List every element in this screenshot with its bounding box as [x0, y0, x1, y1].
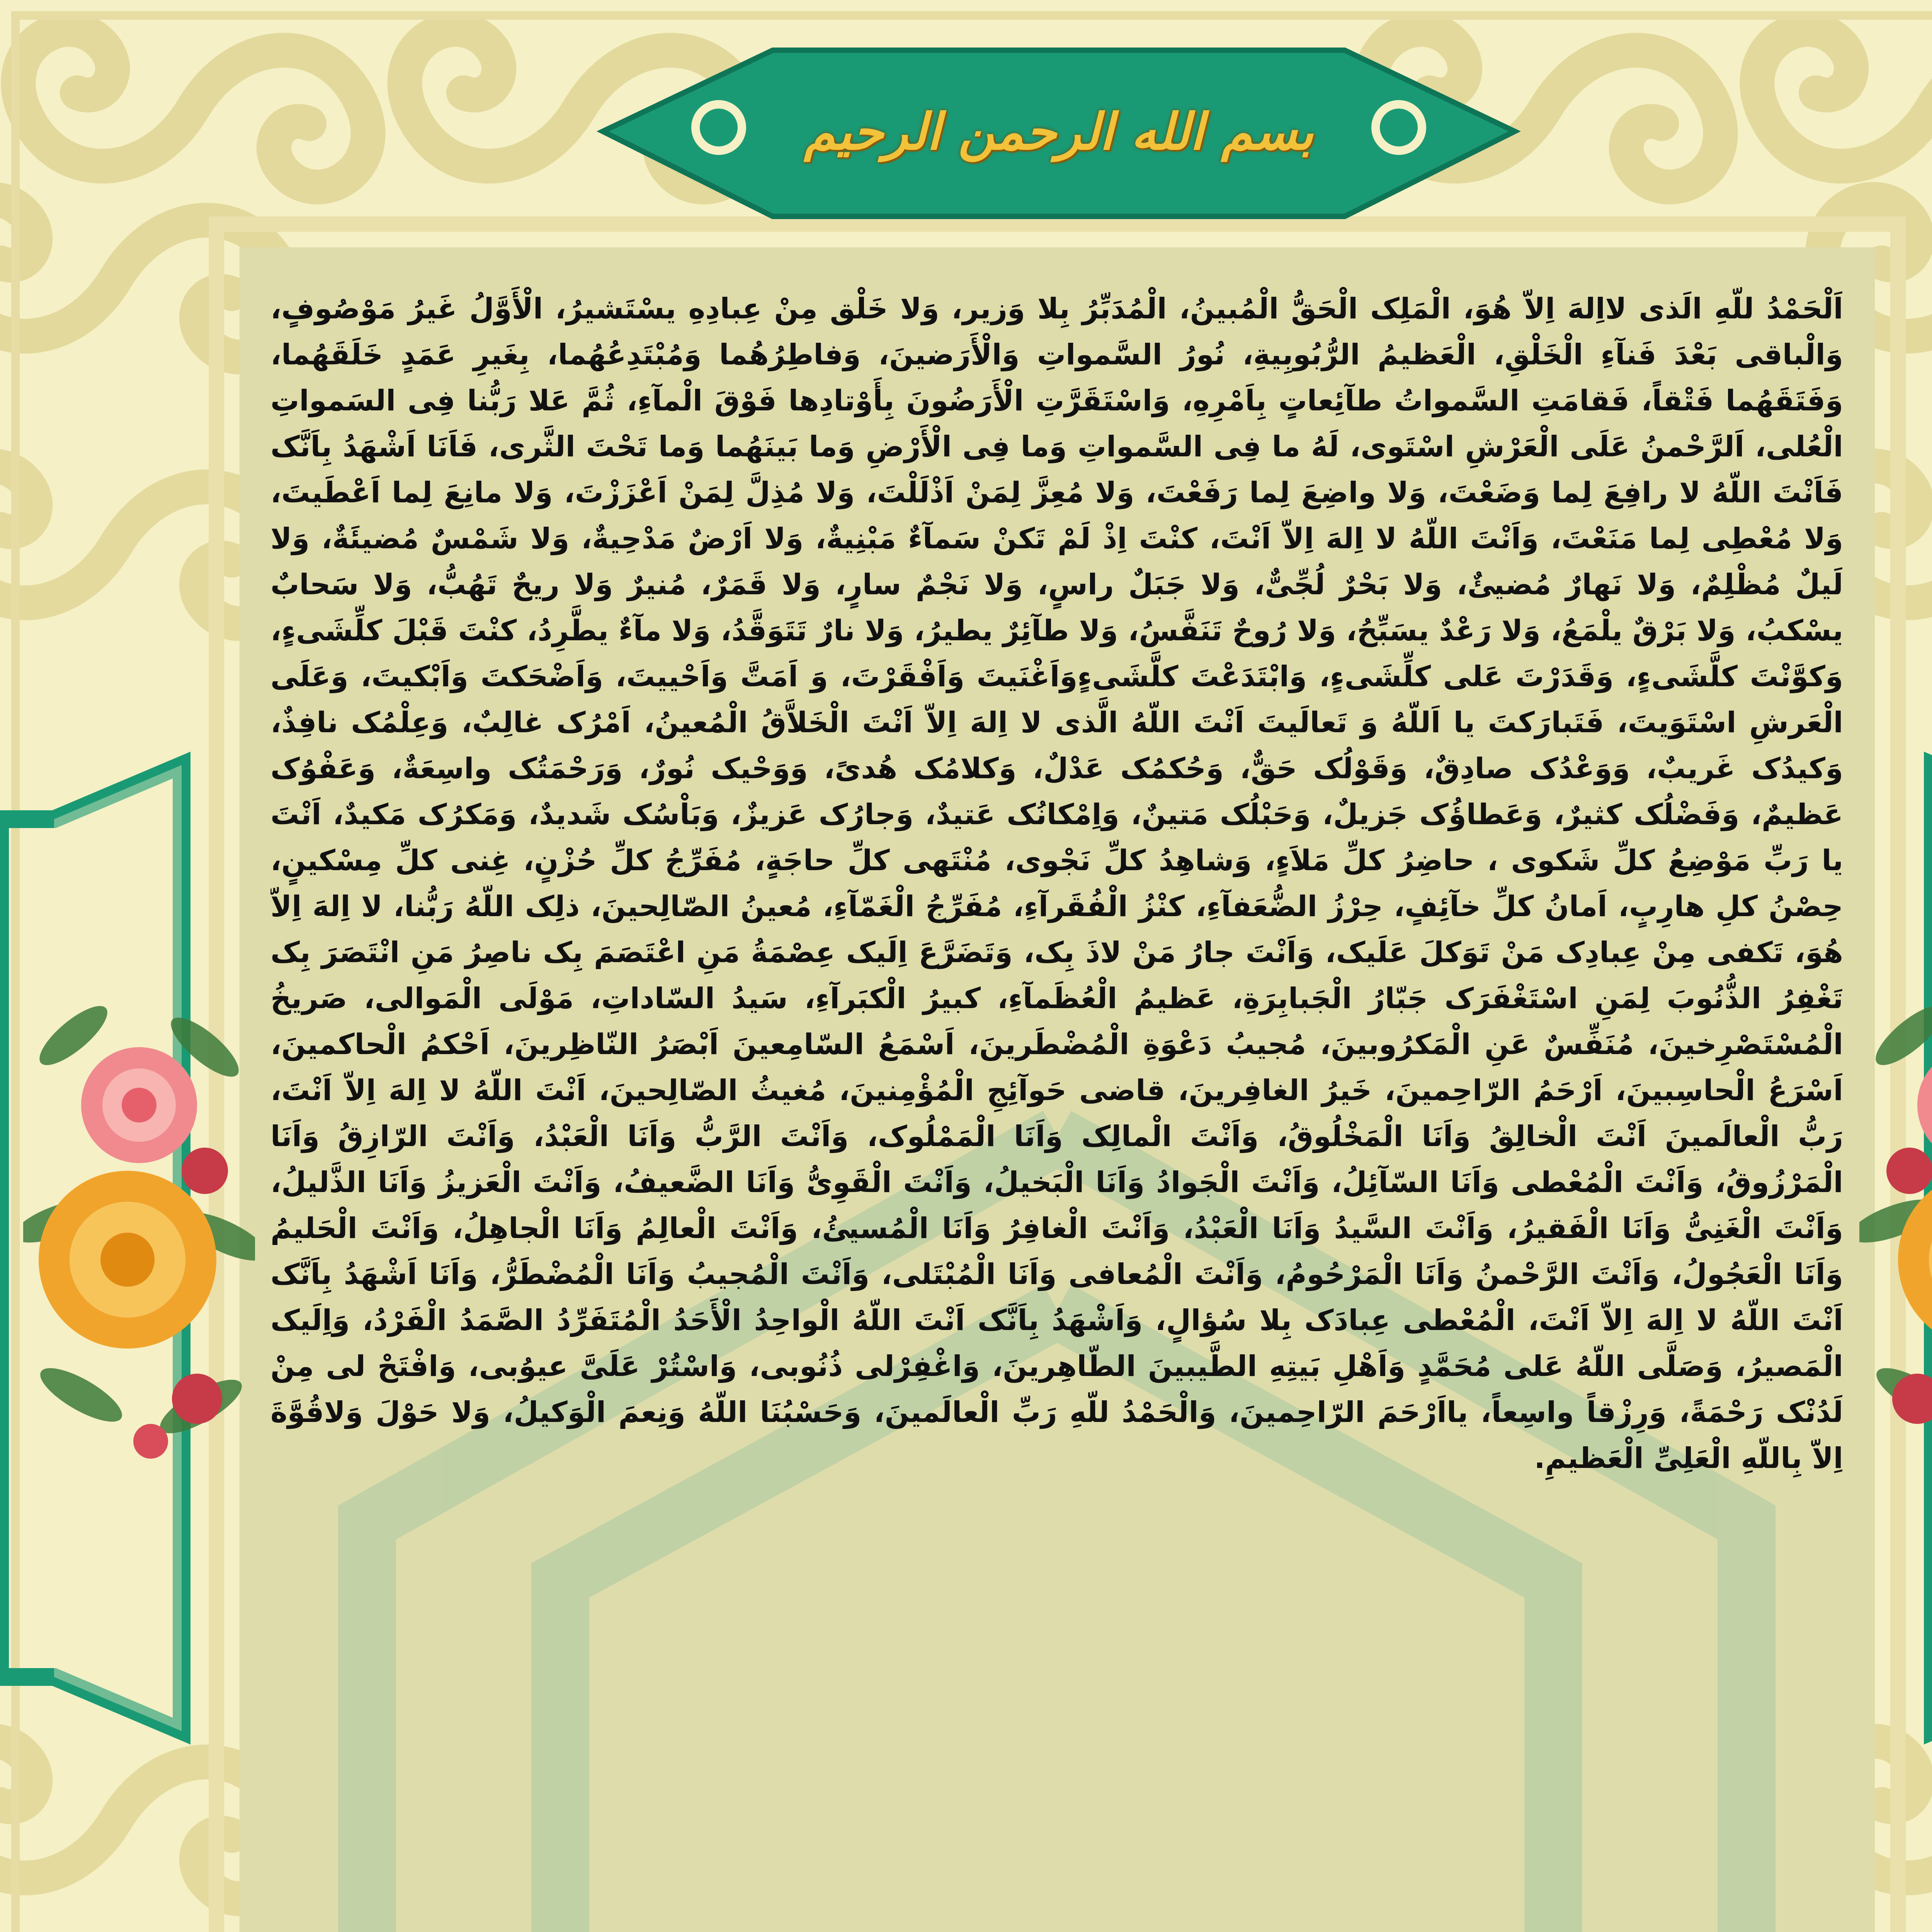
basmala-calligraphy: بسم الله الرحمن الرحيم	[804, 102, 1314, 161]
flower-bouquet-right	[1859, 989, 1932, 1472]
prayer-text: اَلْحَمْدُ للّهِ الَذی لااِلهَ اِلاّ هُوَ، الْمَلِک الْحَقُّ الْمُبینُ، الْمُدَبِّرُ بِلا وَزیر، وَلا خَلْق مِنْ عِبادِهِ یسْتَشیرُ، الْأَوَّلُ غَیرُ مَوْصُوفٍ، وَالْباقی بَعْدَ فَنآءِ الْخَلْقِ، الْعَظیمُ الرُّبُوبِیةِ، نُورُ السَّمواتِ وَالْأَرَضینَ، وَفاطِرُهُما وَمُبْتَدِعُهُما، بِغَیرِ عَمَدٍ خَلَقَهُما، وَفَتَقَهُما فَتْقاً، فَقامَتِ السَّمواتُ طآئِعاتٍ بِاَمْرِهِ، وَاسْتَقَرَّتِ الْأَرَضُونَ بِأَوْتادِها فَوْقَ الْمآءِ، ثُمَّ عَلا رَبُّنا فِی السَمواتِ الْعُلی، اَلرَّحْمنُ عَلَی الْعَرْشِ اسْتَوی، لَهُ ما فِی السَّمواتِ وَما فِی الْأَرْضِ وَما بَینَهُما وَما تَحْتَ الثَّری، فَاَنَا اَشْهَدُ بِاَنَّک فَاَنْتَ اللّهُ لا رافِعَ لِما وَضَعْتَ، وَلا واضِعَ لِما رَفَعْتَ، وَلا مُعِزَّ لِمَنْ اَذْلَلْتَ، وَلا مُذِلَّ لِمَنْ اَعْزَزْتَ، وَلا مانِعَ لِما اَعْطَیتَ، وَلا مُعْطِی لِما مَنَعْتَ، وَاَنْتَ اللّهُ لا اِلهَ اِلاّ اَنْتَ، کنْتَ اِذْ لَمْ تَکنْ سَمآءٌ مَبْنِیةٌ، وَلا اَرْضٌ مَدْحِیةٌ، وَلا شَمْسٌ مُضیئَةٌ، وَلا لَیلٌ مُظْلِمٌ، وَلا نَهارٌ مُضیئٌ، وَلا بَحْرٌ لُجِّیٌّ، وَلا جَبَلٌ راسٍ، وَلا نَجْمٌ سارٍ، وَلا قَمَرٌ، مُنیرٌ وَلا ریحٌ تَهُبُّ، وَلا سَحابٌ یسْکبُ، وَلا بَرْقٌ یلْمَعُ، وَلا رَعْدٌ یسَبِّحُ، وَلا رُوحٌ تَنَفَّسُ، وَلا طآئِرٌ یطیرُ، وَلا نارٌ تَتَوَقَّدُ، وَلا مآءٌ یطَّرِدُ، کنْتَ قَبْلَ کلِّشَیءٍ، وَکوَّنْتَ کلَّشَیءٍ، وَقَدَرْتَ عَلی کلِّشَیءٍ، وَابْتَدَعْتَ کلَّشَیءٍوَاَغْنَیتَ وَاَفْقَرْتَ، وَ اَمَتَّ وَاَحْییتَ، وَاَضْحَکتَ وَاَبْکیتَ، وَعَلَی الْعَرشِ اسْتَوَیتَ، فَتَبارَکتَ یا اَللّهُ وَ تَعالَیتَ اَنْتَ اللّهُ الَّذی لا اِلهَ اِلاّ اَنْتَ الْخَلاَّقُ الْمُعینُ، اَمْرُک غالِبٌ، وَعِلْمُک نافِذٌ، وَکیدُک غَریبٌ، وَوَعْدُک صادِقٌ، وَقَوْلُک حَقٌّ، وَحُکمُک عَدْلٌ، وَکلامُک هُدیً، وَوَحْیک نُورٌ، وَرَحْمَتُک واسِعَةٌ، وَعَفْوُک عَظیمٌ، وَفَضْلُک کثیرٌ، وَعَطاؤُک جَزیلٌ، وَحَبْلُک مَتینٌ، وَاِمْکانُک عَتیدٌ، وَجارُک عَزیزٌ، وَبَاْسُک شَدیدٌ، وَمَکرُک مَکیدٌ، اَنْتَ یا رَبِّ مَوْضِعُ کلِّ شَکوی ، حاضِرُ کلِّ مَلاَءٍ، وَشاهِدُ کلِّ نَجْوی، مُنْتَهی کلِّ حاجَةٍ، مُفَرِّجُ کلِّ حُزْنٍ، غِنی کلِّ مِسْکینٍ، حِصْنُ کلِ هارِبٍ، اَمانُ کلِّ خآئِفٍ، حِرْزُ الضُّعَفآءِ، کنْزُ الْفُقَرآءِ، مُفَرِّجُ الْغَمّآءِ، مُعینُ الصّالِحینَ، ذلِک اللّهُ رَبُّنا، لا اِلهَ اِلاّ هُوَ، تَکفی مِنْ عِبادِک مَنْ تَوَکلَ عَلَیک، وَاَنْتَ جارُ مَنْ لاذَ بِک، وَتَضَرَّعَ اِلَیک عِصْمَةُ مَنِ اعْتَصَمَ بِک ناصِرُ مَنِ انْتَصَرَ بِک تَغْفِرُ الذُّنُوبَ لِمَنِ اسْتَغْفَرَک جَبّارُ الْجَبابِرَةِ، عَظیمُ الْعُظَمآءِ، کبیرُ الْکبَرآءِ، سَیدُ السّاداتِ، مَوْلَی الْمَوالی، صَریخُ الْمُسْتَصْرِخینَ، مُنَفِّسٌ عَنِ الْمَکرُوبینَ، مُجیبُ دَعْوَةِ الْمُضْطَرینَ، اَسْمَعُ السّامِعینَ اَبْصَرُ النّاظِرینَ، اَحْکمُ الْحاکمینَ، اَسْرَعُ الْحاسِبینَ، اَرْحَمُ الرّاحِمینَ، خَیرُ الغافِرینَ، قاضی حَوآئِجِ الْمُؤْمِنینَ، مُغیثُ الصّالِحینَ، اَنْتَ اللّهُ لا اِلهَ اِلاّ اَنْتَ، رَبُّ الْعالَمینَ اَنْتَ الْخالِقُ وَاَنَا الْمَخْلُوقُ، وَاَنْتَ الْمالِک وَاَنَا الْمَمْلُوک، وَاَنْتَ الرَّبُّ وَاَنَا الْعَبْدُ، وَاَنْتَ الرّازِقُ وَاَنَا الْمَرْزُوقُ، وَاَنْتَ الْمُعْطی وَاَنَا السّآئِلُ، وَاَنْتَ الْجَوادُ وَاَنَا الْبَخیلُ، وَاَنْتَ الْقَوِیُّ وَاَنَا الضَّعیفُ، وَاَنْتَ الْعَزیزُ وَاَنَا الذَّلیلُ، وَاَنْتَ الْغَنِیُّ وَاَنَا الْفَقیرُ، وَاَنْتَ السَّیدُ وَاَنَا الْعَبْدُ، وَاَنْتَ الْغافِرُ وَاَنَا الْمُسیئُ، وَاَنْتَ الْعالِمُ وَاَنَا الْجاهِلُ، وَاَنْتَ الْحَلیمُ وَاَنَا الْعَجُولُ، وَاَنْتَ الرَّحْمنُ وَاَنَا الْمَرْحُومُ، وَاَنْتَ الْمُعافی وَاَنَا الْمُبْتَلی، وَاَنْتَ الْمُجیبُ وَاَنَا الْمُضْطَرُّ، وَاَنَا اَشْهَدُ بِاَنَّک اَنْتَ اللّهُ لا اِلهَ اِلاّ اَنْتَ، الْمُعْطی عِبادَک بِلا سُؤالٍ، وَاَشْهَدُ بِاَنَّک اَنْتَ اللّهُ الْواحِدُ الْأَحَدُ الْمُتَفَرِّدُ الصَّمَدُ الْفَرْدُ، وَاِلَیک الْمَصیرُ، وَصَلَّی اللّهُ عَلی مُحَمَّدٍ وَاَهْلِ بَیتِهِ الطَّیبینَ الطّاهِرینَ، وَاغْفِرْلی ذُنُوبی، وَاسْتُرْ عَلَیَّ عیوُبی، وَافْتَحْ لی مِنْ لَدُنْک رَحْمَةً، وَرِزْقاً واسِعاً، یااَرْحَمَ الرّاحِمینَ، وَالْحَمْدُ للّهِ رَبِّ الْعالَمینَ، وَحَسْبُنَا اللّهُ وَنِعمَ الْوَکیلُ، وَلا حَوْلَ وَلاقُوَّةَ اِلاّ بِاللّهِ الْعَلِیِّ الْعَظیمِ.	[270, 292, 1843, 1475]
flower-bouquet-left	[23, 989, 255, 1472]
